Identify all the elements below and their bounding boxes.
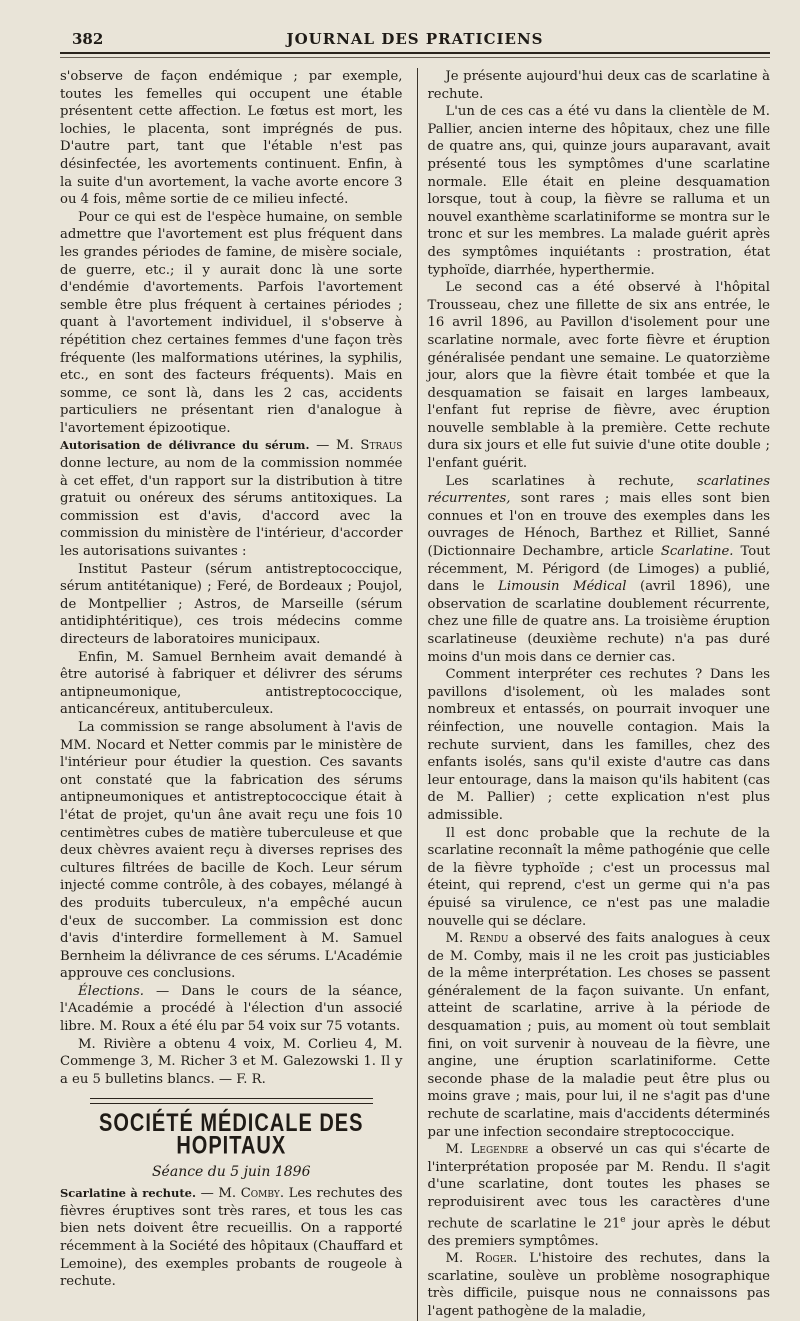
author-name: Roger <box>475 1251 514 1267</box>
journal-title: JOURNAL DES PRATICIENS <box>286 30 544 48</box>
superscript: e <box>620 1214 626 1225</box>
paragraph: L'un de ces cas a été vu dans la clientèle de M. Pallier, ancien interne des hôpitaux, chez une fille de quatre ans, qui, quinze jours auparavant, avait présenté tous les symptômes d'une scarlatine normale. Elle était en pleine desquamation lorsque, tout à coup, la fièvre se ralluma et un nouvel exanthème scarlatiniforme se montra sur le tronc et sur les membres. La malade guérit après des symptômes inquiétants : prostration, état typhoïde, diarrhée, hyperthermie. <box>427 104 770 278</box>
paragraph-text: sont rares ; mais elles sont bien connues et l'on en trouve des exemples dans les ouvrages de Hénoch, Barthez et Rilliet, Sanné (Dictionnaire Dechambre, article <box>427 491 770 560</box>
paragraph <box>60 1185 403 1291</box>
paragraph: M. Rivière a obtenu 4 voix, M. Corlieu 4, M. Commenge 3, M. Richer 3 et M. Galezowski 1. Il y a eu 5 bulletins blancs. — F. R. <box>60 1036 403 1087</box>
section-separator <box>90 1098 373 1104</box>
paragraph: Le second cas a été observé à l'hôpital Trousseau, chez une fillette de six ans entrée, le 16 avril 1896, au Pavillon d'isolement pour une scarlatine normale, avec forte fièvre et éruption généralisée pendant une semaine. Le quatorzième jour, alors que la fièvre était tombée et que la desquamation se faisait en larges lambeaux, l'enfant fut reprise de fièvre, avec éruption nouvelle semblable à la première. Cette rechute dura six jours et elle fut suivie d'une otite double ; l'enfant guérit. <box>427 280 770 472</box>
paragraph-text: . L'histoire des rechutes, dans la scarlatine, soulève un problème nosographique très difficile, puisque nous ne connaissons pas l'agent pathogène de la maladie, <box>427 1251 770 1319</box>
session-date: Séance du 5 juin 1896 <box>151 1163 311 1180</box>
italic-term: Limousin Médical <box>498 579 627 595</box>
dash: — M. <box>309 438 361 454</box>
running-header <box>60 28 770 54</box>
column-divider <box>417 68 418 1321</box>
section-runin-heading: Autorisation de délivrance du sérum. <box>60 438 310 453</box>
two-column-body <box>60 68 770 1321</box>
paragraph-text: M. <box>445 931 470 947</box>
paragraph: s'observe de façon endémique ; par exemple, toutes les femelles qui occupent une étable présentent cette affection. Le fœtus est mort, les lochies, le placenta, sont imprégnés de pus. D'autre part, tant que l'étable n'est pas désinfectée, les avortements continuent. Enfin, à la suite d'un avortement, la vache avorte encore 3 ou 4 fois, même sortie de ce milieu infecté. <box>60 69 403 208</box>
paragraph <box>428 1250 771 1320</box>
paragraph-text: a observé un cas qui s'écarte de l'interprétation proposée par M. Rendu. Il s'agit d'une scarlatine, dont toutes les phases se reproduisirent avec tous les caractères d'une rechute de scarlatine le 21 <box>427 1142 770 1231</box>
right-column <box>428 68 771 1321</box>
italic-term: Scarlatine. <box>660 544 734 560</box>
page-number: 382 <box>72 30 104 48</box>
author-name: Comby <box>240 1186 280 1202</box>
left-column <box>60 68 403 1321</box>
paragraph-text: Tout récemment, M. Périgord (de Limoges) a publié, dans le <box>427 544 770 595</box>
society-heading: SOCIÉTÉ MÉDICALE DES HOPITAUX <box>99 1110 364 1160</box>
paragraph: La commission se range absolument à l'avis de MM. Nocard et Netter commis par le ministère de l'intérieur pour étudier la question. Ces savants ont constaté que la fabrication des sérums antipneumoniques et antistreptococcique était à l'état de projet, qu'un âne avait reçu une fois 10 centimètres cubes de matière tuberculeuse et que deux chèvres avaient reçu à diverses reprises des cultures filtrées de bacille de Koch. Leur sérum injecté comme contrôle, à des cobayes, mélangé à des produits tuberculeux, n'a empêché aucun d'eux de succomber. La commission est donc d'avis d'interdire formellement à M. Samuel Bernheim la délivrance de ces sérums. L'Académie approuve ces conclusions. <box>60 719 403 982</box>
paragraph-text: — Dans le cours de la séance, l'Académie a procédé à l'élection d'un associé libre. M. Roux a été élu par 54 voix sur 75 votants. <box>60 983 403 1035</box>
paragraph-text: Les scarlatines à rechute, <box>445 473 698 489</box>
paragraph-text: M. <box>445 1142 471 1158</box>
paragraph-text: (avril 1896), une observation de scarlatine doublement récurrente, chez une fille de quatre ans. La troisième éruption scarlatineuse (deuxième rechute) n'a pas duré moins d'un mois dans ce dernier cas. <box>427 579 770 665</box>
dash: — M. <box>196 1186 241 1202</box>
paragraph: Comment interpréter ces rechutes ? Dans les pavillons d'isolement, où les malades sont nombreux et entassés, on pourrait invoquer une réinfection, une nouvelle contagion. Mais la rechute survient, dans les familles, chez des enfants isolés, sans qu'il existe d'autre cas dans leur entourage, dans la maison qu'ils habitent (cas de M. Pallier) ; cette explication n'est plus admissible. <box>427 667 770 823</box>
paragraph <box>60 983 403 1036</box>
author-name: Straus <box>360 438 403 454</box>
paragraph <box>60 437 403 560</box>
paragraph-text: donne lecture, au nom de la commission nommée à cet effet, d'un rapport sur la distribution à titre gratuit ou onéreux des sérums antitoxiques. La commission est d'avis, d'accord avec la commission du ministère de l'intérieur, d'accorder les autorisations suivantes : <box>60 456 403 560</box>
paragraph-text: . Les rechutes des fièvres éruptives sont très rares, et tous les cas bien nets doivent être recueillis. On a rapporté récemment à la Société des hôpitaux (Chauffard et Lemoine), des exemples probants de rougeole à rechute. <box>60 1186 403 1290</box>
paragraph <box>428 1141 771 1250</box>
paragraph-text: M. <box>445 1251 476 1267</box>
paragraph: Institut Pasteur (sérum antistreptococcique, sérum antitétanique) ; Feré, de Bordeaux ; Poujol, de Montpellier ; Astros, de Marseille (sérum antidiphtéritique), ces trois médecins comme directeurs de laboratoires municipaux. <box>60 561 403 647</box>
paragraph-text: a observé des faits analogues à ceux de M. Comby, mais il ne les croit pas justiciables de la même interprétation. Les choses se passent généralement de la façon suivante. Un enfant, atteint de scarlatine, arrive à la période de desquamation ; puis, au moment où tout semblait fini, on voit survenir à nouveau de la fièvre, une angine, une éruption scarlatiniforme. Cette seconde phase de la maladie peut être plus ou moins grave ; mais, pour lui, il ne s'agit pas d'une rechute de scarlatine, mais d'accidents déterminés par une infection secondaire streptococcique. <box>427 931 771 1140</box>
paragraph: Enfin, M. Samuel Bernheim avait demandé à être autorisé à fabriquer et délivrer des sérums antipneumonique, antistreptococcique, anticancéreux, antituberculeux. <box>60 649 403 718</box>
section-runin-heading: Scarlatine à rechute. <box>60 1186 197 1201</box>
italic-term: scarlatines récurrentes, <box>427 473 770 507</box>
paragraph: Pour ce qui est de l'espèce humaine, on semble admettre que l'avortement est plus fréquent dans les grandes périodes de famine, de misère sociale, de guerre, etc.; il y aurait donc là une sorte d'endémie d'avortements. Parfois l'avortement semble être plus fréquent à certaines périodes ; quant à l'avortement individuel, il s'observe à répétition chez certaines femmes d'une façon très fréquente (les malformations utérines, la syphilis, etc., en sont des facteurs fréquents). Mais en somme, ce sont là, dans les 2 cas, accidents particuliers ne présentant rien d'analogue à l'avortement épizootique. <box>60 209 403 436</box>
author-name: Rendu <box>469 931 509 947</box>
header-rule <box>60 57 770 58</box>
paragraph <box>428 930 771 1141</box>
paragraph <box>428 473 771 667</box>
paragraph: Il est donc probable que la rechute de la scarlatine reconnaît la même pathogénie que celle de la fièvre typhoïde ; c'est un processus mal éteint, qui reprend, c'est un germe qui n'a pas épuisé sa virulence, ce n'est pas une maladie nouvelle qui se déclare. <box>427 825 770 929</box>
elections-label: Élections. <box>78 983 144 999</box>
paragraph-text: jour après le début des premiers symptômes. <box>427 1215 770 1249</box>
author-name: Legendre <box>470 1142 529 1158</box>
paragraph: Je présente aujourd'hui deux cas de scarlatine à rechute. <box>427 69 770 102</box>
